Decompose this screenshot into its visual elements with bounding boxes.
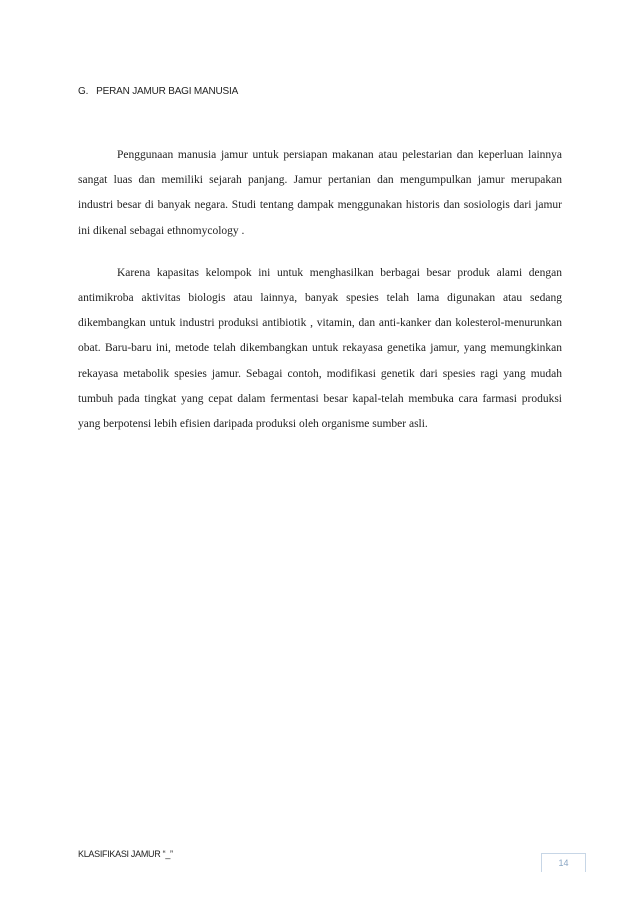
page-number: 14 xyxy=(541,853,586,872)
paragraph-1: Penggunaan manusia jamur untuk persiapan makanan atau pelestarian dan keperluan lainnya sangat luas dan memiliki sejarah panjang. Jamur pertanian dan mengumpulkan jamur merupakan industri besar di banyak negara. Studi tentang dampak menggunakan historis dan sosiologis dari jamur ini dikenal sebagai ethnomycology . xyxy=(78,149,562,237)
section-letter: G. xyxy=(78,86,89,97)
footer-title: KLASIFIKASI JAMUR “_” xyxy=(78,849,173,859)
body-text xyxy=(78,143,562,454)
section-heading xyxy=(78,86,238,97)
paragraph-2: Karena kapasitas kelompok ini untuk menghasilkan berbagai besar produk alami dengan antimikroba aktivitas biologis atau lainnya, banyak spesies telah lama digunakan atau sedang dikembangkan untuk industri produksi antibiotik , vitamin, dan anti-kanker dan kolesterol-menurunkan obat. Baru-baru ini, metode telah dikembangkan untuk rekayasa genetika jamur, yang memungkinkan rekayasa metabolik spesies jamur. Sebagai contoh, modifikasi genetik dari spesies ragi yang mudah tumbuh pada tingkat yang cepat dalam fermentasi besar kapal-telah membuka cara farmasi produksi yang berpotensi lebih efisien daripada produksi oleh organisme sumber asli. xyxy=(78,266,562,431)
section-title: PERAN JAMUR BAGI MANUSIA xyxy=(96,86,239,97)
